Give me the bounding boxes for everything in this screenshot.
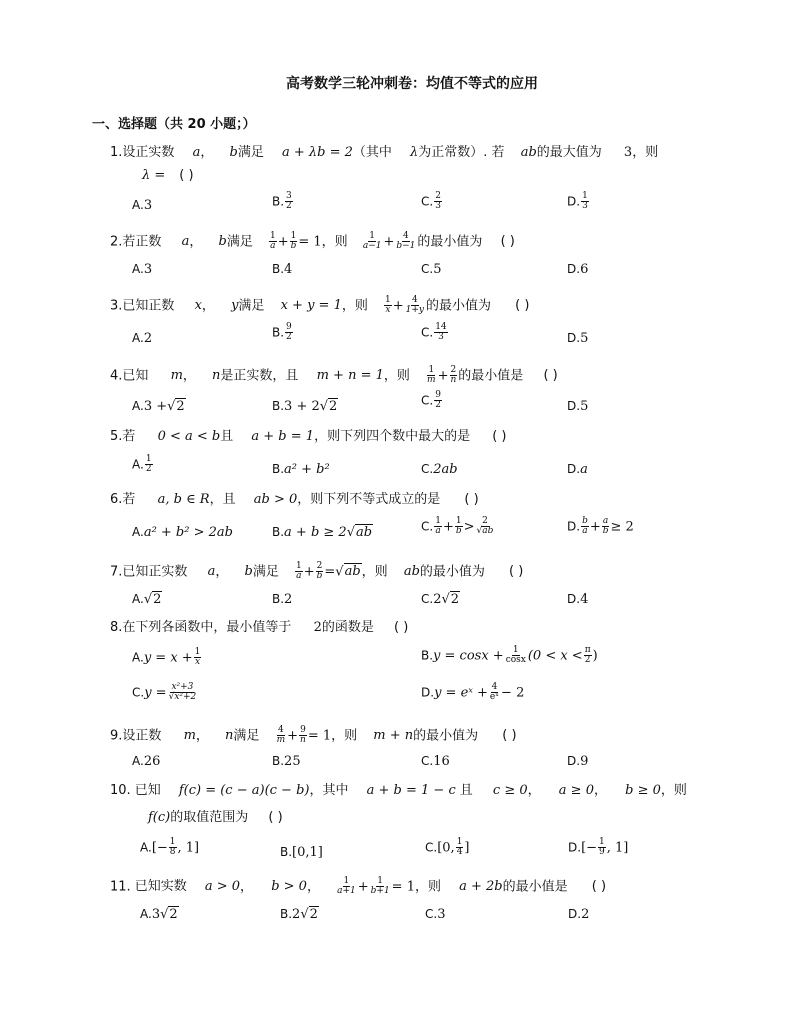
option-b[interactable]: B.2√2	[280, 907, 318, 922]
option-a[interactable]: A.26	[132, 754, 161, 769]
option-b[interactable]: B.2	[272, 592, 293, 607]
option-b[interactable]: B.25	[272, 754, 301, 769]
option-a[interactable]: A.3√2	[140, 907, 178, 922]
question-9: 9.设正数 m， n满足 $\frac{4}{m}$ + $\frac{9}{n}$ = 1，则 m + n的最小值为 ( )	[110, 725, 517, 746]
answer-blank: ( )	[492, 429, 507, 444]
option-a[interactable]: A.a² + b² > 2ab	[132, 525, 233, 540]
option-b[interactable]: B.a² + b²	[272, 462, 330, 477]
question-1-line2: λ = ( )	[142, 168, 194, 183]
option-b[interactable]: B.3 + 2√2	[272, 399, 338, 414]
option-b[interactable]: B.a + b ≥ 2√ab	[272, 525, 373, 540]
option-b[interactable]: B.[0,1]	[280, 845, 323, 860]
option-a[interactable]: A.√2	[132, 592, 162, 607]
option-c[interactable]: C.16	[421, 754, 450, 769]
option-c[interactable]: C. $\frac{9}{2}$	[421, 390, 441, 411]
option-a[interactable]: A. $\frac{1}{2}$	[132, 454, 152, 475]
option-d[interactable]: D.9	[567, 754, 589, 769]
question-2: 2.若正数 a， b满足 $\frac{1}{a}$ + $\frac{1}{b}$ = 1，则 $\frac{1}{a-1}$ + $\frac{4}{b-1}$ 的最小值为 ( )	[110, 231, 515, 252]
equation: a + λb = 2	[281, 145, 353, 160]
option-c[interactable]: C.2ab	[421, 462, 458, 477]
section-heading: 一、选择题（共 20 小题；）	[92, 117, 256, 132]
answer-blank: ( )	[464, 492, 479, 507]
stem-text: 设正实数	[122, 145, 175, 160]
option-a[interactable]: A.3 +√2	[132, 399, 185, 414]
question-6: 6.若 a, b ∈ R，且 ab > 0，则下列不等式成立的是 ( )	[110, 492, 479, 507]
question-10-line2: f(c)的取值范围为 ( )	[148, 810, 283, 825]
option-b[interactable]: B.4	[272, 262, 293, 277]
option-d[interactable]: D.[− $\frac{1}{9}$ , 1]	[568, 837, 629, 858]
option-d[interactable]: D.a	[567, 462, 588, 477]
option-c[interactable]: C.5	[421, 262, 442, 277]
option-d[interactable]: D.5	[567, 399, 589, 414]
answer-blank: ( )	[268, 810, 283, 825]
page-title: 高考数学三轮冲刺卷：均值不等式的应用	[286, 76, 538, 92]
option-a[interactable]: A.2	[132, 331, 153, 346]
option-c[interactable]: C.2√2	[421, 592, 460, 607]
var-a: a	[192, 145, 201, 160]
question-1: 1.设正实数 a， b满足 a + λb = 2（其中 λ为正常数）. 若 ab的最大值为 3，则	[110, 145, 659, 160]
answer-blank: ( )	[502, 728, 517, 744]
option-a[interactable]: A.3	[132, 262, 153, 277]
question-8: 8.在下列各函数中，最小值等于 2的函数是 ( )	[110, 620, 409, 635]
answer-blank: ( )	[509, 564, 524, 580]
question-10: 10. 已知 f(c) = (c − a)(c − b)，其中 a + b = 1 − c 且 c ≥ 0， a ≥ 0， b ≥ 0，则	[110, 783, 687, 798]
question-4: 4.已知 m， n是正实数，且 m + n = 1，则 $\frac{1}{m}$ + $\frac{2}{n}$ 的最小值是 ( )	[110, 365, 558, 386]
answer-blank: ( )	[179, 168, 194, 183]
option-d[interactable]: D. $\frac{b}{a}$ + $\frac{a}{b}$ ≥ 2	[567, 516, 634, 537]
option-a[interactable]: A.[− $\frac{1}{8}$ , 1]	[140, 837, 200, 858]
option-c[interactable]: C.[0, $\frac{1}{4}$ ]	[425, 837, 470, 858]
option-c[interactable]: C.3	[425, 907, 446, 922]
option-b[interactable]: B. $\frac{3}{2}$	[272, 191, 292, 212]
answer-blank: ( )	[591, 879, 607, 895]
option-c[interactable]: C. $\frac{14}{3}$	[421, 322, 447, 343]
option-d[interactable]: D.6	[567, 262, 589, 277]
answer-blank: ( )	[394, 620, 409, 635]
option-a[interactable]: A.y = x + $\frac{1}{x}$	[132, 647, 201, 668]
answer-blank: ( )	[543, 368, 558, 384]
option-d[interactable]: D.2	[568, 907, 590, 922]
option-c[interactable]: C.y = $\frac{\text{x²+3}}{\text{√x²+2}}$	[132, 682, 197, 703]
option-c[interactable]: C. $\frac{2}{3}$	[421, 191, 441, 212]
answer-blank: ( )	[515, 298, 530, 314]
option-a[interactable]: A.3	[132, 198, 153, 213]
option-c[interactable]: C. $\frac{1}{a}$ + $\frac{1}{b}$ > $\frac{2}{√ab}$	[421, 516, 494, 537]
option-b[interactable]: B.y = cosx + $\frac{1}{\cos x}$ (0 < x < $\frac{\pi}{2}$ )	[421, 645, 598, 666]
option-d[interactable]: D. $\frac{1}{3}$	[567, 191, 588, 212]
question-3: 3.已知正数 x， y满足 x + y = 1，则 $\frac{1}{x}$ + $\frac{4}{1+y}$ 的最小值为 ( )	[110, 295, 530, 316]
question-11: 11. 已知实数 a > 0， b > 0， $\frac{1}{a+1}$ + $\frac{1}{b+1}$ = 1，则 a + 2b的最小值是 ( )	[110, 876, 607, 897]
option-b[interactable]: B. $\frac{9}{2}$	[272, 322, 292, 343]
question-5: 5.若 0 < a < b且 a + b = 1，则下列四个数中最大的是 ( )	[110, 429, 507, 444]
var-b: b	[229, 145, 238, 160]
option-d[interactable]: D.y = eˣ + $\frac{4}{\text{eˣ}}$ − 2	[421, 682, 525, 703]
option-d[interactable]: D.5	[567, 331, 589, 346]
option-d[interactable]: D.4	[567, 592, 589, 607]
answer-blank: ( )	[500, 234, 515, 250]
question-7: 7.已知正实数 a， b满足 $\frac{1}{a}$ + $\frac{2}{b}$ =√ab，则 ab的最小值为 ( )	[110, 561, 524, 582]
question-number: 1.	[110, 145, 123, 160]
